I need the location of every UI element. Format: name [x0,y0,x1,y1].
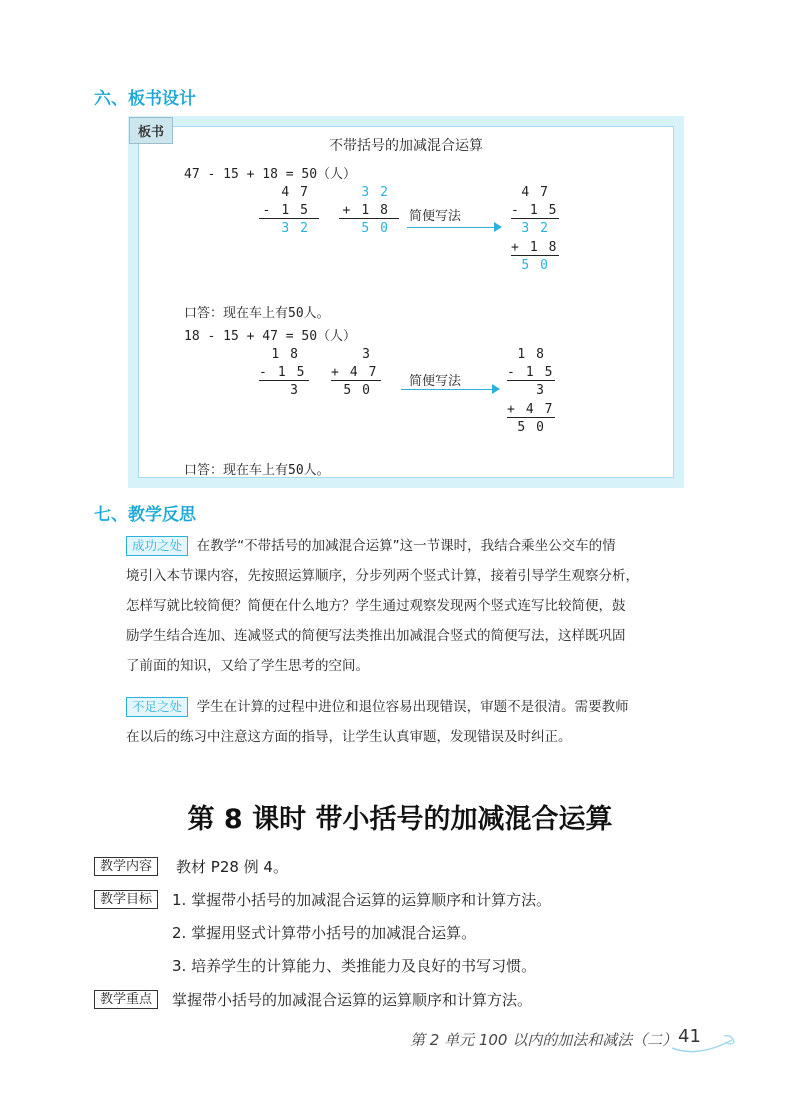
goal-3: 3. 培养学生的计算能力、类推能力及良好的书写习惯。 [172,957,537,975]
goal-label-box: 教学目标 [94,890,158,909]
arrow-2-label: 简便写法 [409,374,462,389]
lesson-title: 第 8 课时 带小括号的加减混合运算 [187,804,613,835]
v2c-line-2 [507,417,555,418]
shortfall-line-2: 在以后的练习中注意这方面的指导，让学生认真审题，发现错误及时纠正。 [126,729,572,745]
success-line-2: 境引入本节课内容，先按照运算顺序，分步列两个竖式计算，接着引导学生观察分析， [126,568,639,584]
v1b-result: 50 [361,221,399,236]
v1c-line-2 [511,255,559,256]
v2c-op: -15 [507,365,564,380]
vertical-calc-1c [511,185,568,273]
v1a-line [259,218,319,219]
v1b-line [339,218,399,219]
content-label-box: 教学内容 [94,857,158,876]
shortfall-badge: 不足之处 [126,697,188,717]
v1a-op: -15 [262,203,319,218]
v1c-result: 50 [521,258,559,273]
shortfall-line-1 [126,692,696,722]
vertical-calc-1a [259,185,319,236]
content-label [94,855,158,876]
v2c-op2: +47 [507,402,564,417]
v1b-op: +18 [342,203,399,218]
v1c-line-1 [511,218,559,219]
footer-unit: 第 2 单元 100 以内的加法和减法（二） [410,1031,678,1049]
arrow-1-line [407,227,495,228]
v1c-op2: +18 [511,240,568,255]
equation-1: 47 - 15 + 18 = 50（人） [184,167,357,182]
v2b-top: 3 [362,347,381,362]
page-number: 41 [678,1026,701,1047]
goal-label [94,888,158,909]
board-tag: 板书 [129,117,173,144]
v2b-op: +47 [331,365,388,380]
v1c-top: 47 [521,185,559,200]
vertical-calc-2c [507,347,564,435]
v2c-mid: 3 [536,383,555,398]
footer-swirl-icon [668,1030,738,1056]
v2a-top: 18 [271,347,309,362]
success-text-1: 在教学“不带括号的加减混合运算”这一节课时，我结合乘坐公交车的情 [196,538,616,554]
arrow-1-label: 简便写法 [409,209,462,224]
arrow-1-head-icon [494,222,502,232]
v2b-line [331,380,381,381]
section-7-title: 七、教学反思 [94,505,196,525]
v2a-line [259,380,309,381]
v1b-top: 32 [361,185,399,200]
success-paragraph [126,531,696,681]
answer-2: 口答：现在车上有50人。 [184,463,330,478]
answer-1: 口答：现在车上有50人。 [184,306,330,321]
v2c-line-1 [507,380,555,381]
equation-2: 18 - 15 + 47 = 50（人） [184,329,357,344]
v2a-result: 3 [290,383,309,398]
section-6-title: 六、板书设计 [94,89,196,109]
goal-2: 2. 掌握用竖式计算带小括号的加减混合运算。 [172,924,477,942]
shortfall-text-1: 学生在计算的过程中进位和退位容易出现错误，审题不是很清。需要教师 [196,699,629,715]
success-badge: 成功之处 [126,536,188,556]
success-line-4: 励学生结合连加、连减竖式的简便写法类推出加减混合竖式的简便写法，这样既巩固 [126,628,626,644]
vertical-calc-2a [259,347,316,398]
v1c-mid: 32 [521,221,559,236]
v2a-op: -15 [259,365,316,380]
content-text: 教材 P28 例 4。 [176,858,288,876]
v2c-top: 18 [517,347,555,362]
key-label-box: 教学重点 [94,990,158,1009]
success-line-3: 怎样写就比较简便？简便在什么地方？学生通过观察发现两个竖式连写比较简便，鼓 [126,598,626,614]
board-panel [128,116,684,488]
key-label [94,988,158,1009]
v1a-result: 32 [281,221,319,236]
vertical-calc-2b [331,347,388,398]
vertical-calc-1b [339,185,399,236]
success-line-5: 了前面的知识，又给了学生思考的空间。 [126,658,369,674]
goal-1: 1. 掌握带小括号的加减混合运算的运算顺序和计算方法。 [172,891,552,909]
key-text: 掌握带小括号的加减混合运算的运算顺序和计算方法。 [172,991,533,1009]
board-title: 不带括号的加减混合运算 [329,138,483,154]
arrow-2-head-icon [492,384,500,394]
arrow-2-line [401,389,493,390]
v1a-top: 47 [281,185,319,200]
board-inner [138,126,674,478]
success-line-1 [126,531,696,561]
v1c-op: -15 [511,203,568,218]
shortfall-paragraph [126,692,696,752]
v2c-result: 50 [517,420,555,435]
v2b-result: 50 [343,383,381,398]
